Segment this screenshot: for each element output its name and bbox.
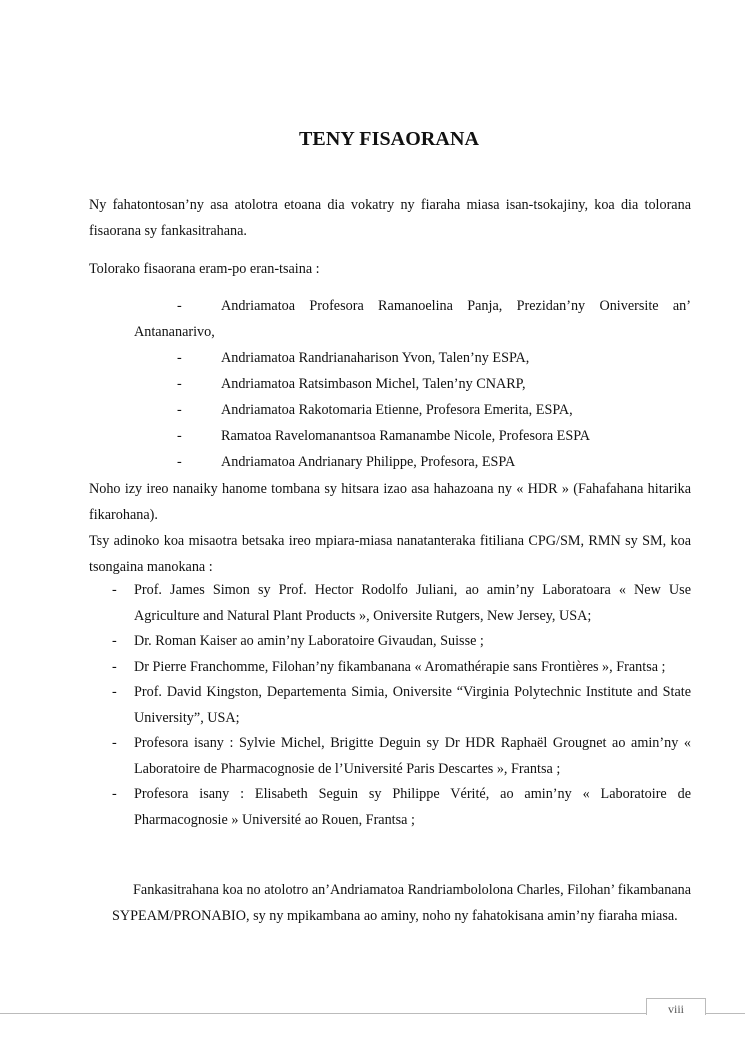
list-dash: - xyxy=(112,786,117,802)
thanks-lead: Tolorako fisaorana eram-po eran-tsaina : xyxy=(89,261,320,277)
list-dash: - xyxy=(177,350,182,366)
jury-item xyxy=(89,397,691,423)
collaborator-text: Dr Pierre Franchomme, Filohan’ny fikambanana « Aromathérapie sans Frontières », Frantsa ; xyxy=(134,658,666,675)
collaborator-item xyxy=(89,655,691,681)
jury-item xyxy=(89,345,691,371)
jury-item xyxy=(89,371,691,397)
list-dash: - xyxy=(112,582,117,598)
collaborator-item xyxy=(89,782,691,833)
jury-list xyxy=(89,293,691,475)
page-number: viii xyxy=(646,998,706,1015)
jury-item xyxy=(89,293,691,319)
jury-item-text: Ramatoa Ravelomanantsoa Ramanambe Nicole, Profesora ESPA xyxy=(221,428,591,444)
collaborator-item xyxy=(89,731,691,782)
collaborator-item xyxy=(89,680,691,731)
jury-note: Noho izy ireo nanaiky hanome tombana sy hitsara izao asa hahazoana ny « HDR » (Fahafahana hitarika fikarohana). xyxy=(89,481,691,523)
list-dash: - xyxy=(112,684,117,700)
collaborator-text: Prof. James Simon sy Prof. Hector Rodolfo Juliani, ao amin’ny Laboratoara « New Use Agriculture and Natural Plant Products », Oniversite Rutgers, New Jersey, USA; xyxy=(134,582,691,624)
collaborator-item xyxy=(89,578,691,629)
list-dash: - xyxy=(177,402,182,418)
jury-item-text: Andriamatoa Profesora Ramanoelina Panja, Prezidan’ny Oniversite an’ xyxy=(221,298,691,314)
jury-item-text: Andriamatoa Ratsimbason Michel, Talen’ny CNARP, xyxy=(221,376,526,392)
footer-rule xyxy=(0,1013,745,1014)
jury-item-text: Andriamatoa Andrianary Philippe, Profesora, ESPA xyxy=(221,454,516,470)
list-dash: - xyxy=(177,376,182,392)
list-dash: - xyxy=(112,633,117,649)
jury-item-text: Andriamatoa Randrianaharison Yvon, Talen’ny ESPA, xyxy=(221,350,530,366)
list-dash: - xyxy=(112,658,117,675)
collaborators-lead: Tsy adinoko koa misaotra betsaka ireo mpiara-miasa nanatanteraka fitiliana CPG/SM, RMN sy SM, koa tsongaina manokana : xyxy=(89,533,691,575)
list-dash: - xyxy=(177,454,182,470)
list-dash: - xyxy=(112,735,117,751)
jury-item xyxy=(89,423,691,449)
jury-item xyxy=(89,449,691,475)
collaborator-text: Prof. David Kingston, Departementa Simia, Oniversite “Virginia Polytechnic Institute and State University”, USA; xyxy=(134,684,691,726)
collaborator-text: Dr. Roman Kaiser ao amin’ny Laboratoire Givaudan, Suisse ; xyxy=(134,633,484,649)
collaborator-item xyxy=(89,629,691,655)
collaborators-list xyxy=(89,578,691,833)
jury-item-continuation: Antananarivo, xyxy=(134,324,215,340)
closing-paragraph: Fankasitrahana koa no atolotro an’Andriamatoa Randriambololona Charles, Filohan’ fikambanana SYPEAM/PRONABIO, sy ny mpikambana ao aminy, noho ny fahatokisana amin’ny fiaraha miasa. xyxy=(112,882,692,924)
jury-item-text: Andriamatoa Rakotomaria Etienne, Profesora Emerita, ESPA, xyxy=(221,402,573,418)
collaborator-text: Profesora isany : Sylvie Michel, Brigitte Deguin sy Dr HDR Raphaël Grougnet ao amin’ny « Laboratoire de Pharmacognosie de l’Université Paris Descartes », Frantsa ; xyxy=(134,735,691,777)
list-dash: - xyxy=(177,428,182,444)
intro-paragraph: Ny fahatontosan’ny asa atolotra etoana dia vokatry ny fiaraha miasa isan-tsokajiny, koa dia tolorana fisaorana sy fankasitrahana. xyxy=(89,197,691,239)
page-title: TENY FISAORANA xyxy=(298,128,480,150)
collaborator-text: Profesora isany : Elisabeth Seguin sy Philippe Vérité, ao amin’ny « Laboratoire de Pharmacognosie » Université ao Rouen, Frantsa ; xyxy=(134,786,691,828)
list-dash: - xyxy=(177,298,182,314)
